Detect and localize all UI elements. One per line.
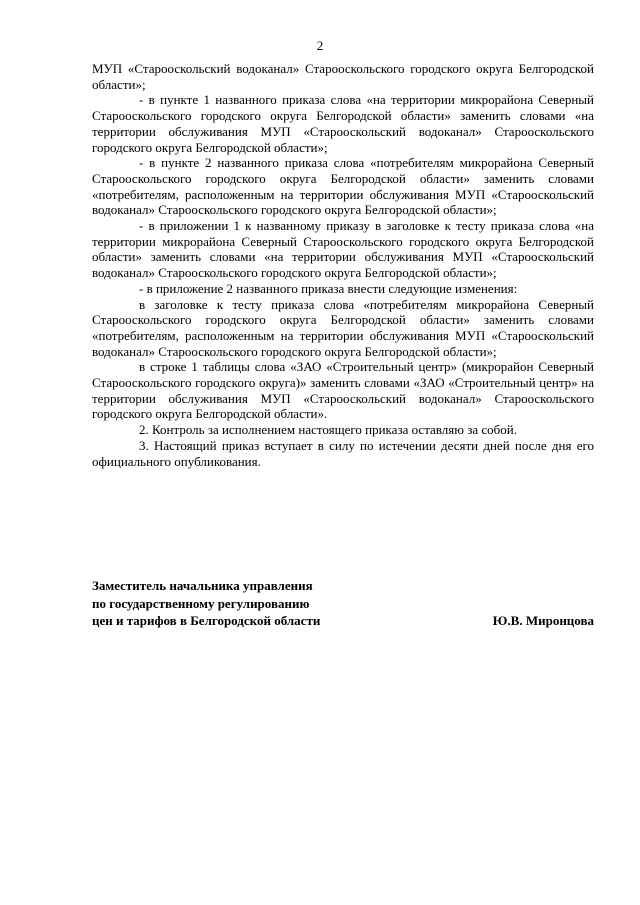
paragraph-item-point-2: - в пункте 2 названного приказа слова «потребителям микрорайона Северный Старооскольского городского округа Белгородской области» заменить словами «потребителям, расположенным на территории обслуживания МУП «Старооскольский водоканал» Старооскольского городского округа Белгородской области»; <box>92 155 594 218</box>
paragraph-table-row-change: в строке 1 таблицы слова «ЗАО «Строительный центр» (микрорайон Северный Старооскольского городского округа)» заменить словами «ЗАО «Строительный центр» на территории обслуживания МУП «Старооскольский водоканал» Старооскольского городского округа Белгородской области». <box>92 359 594 422</box>
signature-row <box>92 612 594 630</box>
paragraph-effective-clause: 3. Настоящий приказ вступает в силу по истечении десяти дней после дня его официального опубликования. <box>92 437 594 469</box>
paragraph-header-change: в заголовке к тесту приказа слова «потребителям микрорайона Северный Старооскольского городского округа Белгородской области» заменить словами «потребителям, расположенным на территории обслуживания МУП «Старооскольский водоканал» Старооскольского городского округа Белгородской области»; <box>92 296 594 359</box>
paragraph-item-appendix-1: - в приложении 1 к названному приказу в заголовке к тесту приказа слова «на территории микрорайона Северный Старооскольского городского округа Белгородской области» заменить словами «на территории обслуживания МУП «Старооскольский водоканал» Старооскольского городского округа Белгородской области»; <box>92 218 594 281</box>
signatory-name: Ю.В. Миронцова <box>492 613 594 628</box>
document-body <box>92 61 594 469</box>
signature-block <box>92 577 594 630</box>
page-number: 2 <box>316 38 324 53</box>
paragraph-item-appendix-2: - в приложение 2 названного приказа внести следующие изменения: <box>139 280 518 296</box>
paragraph-control-clause: 2. Контроль за исполнением настоящего приказа оставляю за собой. <box>139 422 517 438</box>
signatory-position-line-3: цен и тарифов в Белгородской области <box>92 613 321 628</box>
signatory-position-line-1: Заместитель начальника управления <box>92 578 313 593</box>
paragraph-item-point-1: - в пункте 1 названного приказа слова «на территории микрорайона Северный Старооскольского городского округа Белгородской области» заменить словами «на территории обслуживания МУП «Старооскольский водоканал» Старооскольского городского округа Белгородской области»; <box>92 92 594 155</box>
signatory-position-line-2: по государственному регулированию <box>92 595 310 611</box>
paragraph-continuation: МУП «Старооскольский водоканал» Старооскольского городского округа Белгородской области»; <box>92 61 594 92</box>
